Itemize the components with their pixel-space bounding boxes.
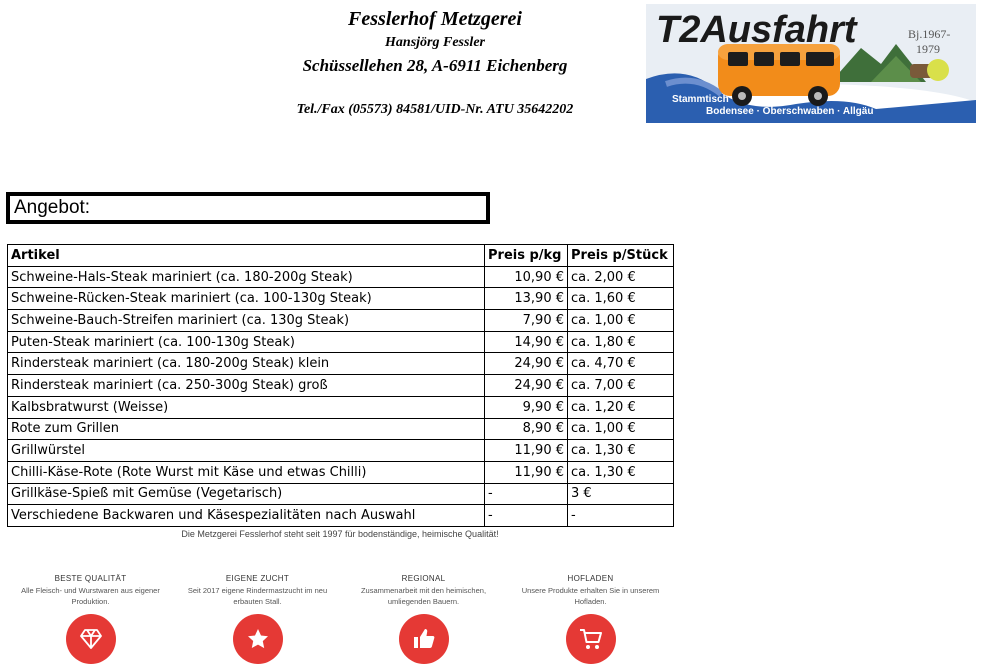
table-row bbox=[8, 440, 674, 462]
shopping-cart-icon bbox=[566, 614, 616, 664]
price-per-piece: ca. 4,70 € bbox=[568, 353, 674, 375]
article-name: Verschiedene Backwaren und Käsespezialitäten nach Auswahl bbox=[8, 505, 485, 527]
price-per-kg: 24,90 € bbox=[485, 353, 568, 375]
article-name: Kalbsbratwurst (Weisse) bbox=[8, 396, 485, 418]
logo-regions: Bodensee · Oberschwaben · Allgäu bbox=[706, 106, 874, 117]
feature-text: Zusammenarbeit mit den heimischen, umliegenden Bauern. bbox=[360, 586, 487, 606]
col-header-price-piece: Preis p/Stück bbox=[568, 245, 674, 267]
feature-title: HOFLADEN bbox=[567, 574, 614, 583]
feature-strip bbox=[8, 574, 678, 666]
feature-text: Alle Fleisch- und Wurstwaren aus eigener Produktion. bbox=[21, 586, 160, 606]
logo-years-1: Bj.1967- bbox=[908, 27, 951, 41]
diamond-icon bbox=[66, 614, 116, 664]
price-per-piece: - bbox=[568, 505, 674, 527]
price-per-kg: 13,90 € bbox=[485, 288, 568, 310]
feature-text: Unsere Produkte erhalten Sie in unserem Hofladen. bbox=[521, 586, 660, 606]
table-row bbox=[8, 353, 674, 375]
price-per-piece: ca. 1,80 € bbox=[568, 331, 674, 353]
thumbs-up-icon bbox=[399, 614, 449, 664]
article-name: Puten-Steak mariniert (ca. 100-130g Steak) bbox=[8, 331, 485, 353]
article-name: Schweine-Rücken-Steak mariniert (ca. 100-130g Steak) bbox=[8, 288, 485, 310]
table-row bbox=[8, 418, 674, 440]
t2-ausfahrt-logo bbox=[646, 4, 976, 123]
logo-years-2: 1979 bbox=[916, 42, 940, 56]
table-row bbox=[8, 331, 674, 353]
company-address: Schüssellehen 28, A-6911 Eichenberg bbox=[302, 56, 568, 75]
article-name: Schweine-Bauch-Streifen mariniert (ca. 130g Steak) bbox=[8, 310, 485, 332]
article-name: Rindersteak mariniert (ca. 180-200g Steak) klein bbox=[8, 353, 485, 375]
article-name: Grillwürstel bbox=[8, 440, 485, 462]
price-table bbox=[7, 244, 674, 527]
price-per-piece: 3 € bbox=[568, 483, 674, 505]
article-name: Schweine-Hals-Steak mariniert (ca. 180-200g Steak) bbox=[8, 266, 485, 288]
owner-name: Hansjörg Fessler bbox=[385, 35, 485, 50]
price-per-kg: - bbox=[485, 505, 568, 527]
feature-quality bbox=[8, 574, 173, 607]
article-name: Rindersteak mariniert (ca. 250-300g Steak) groß bbox=[8, 375, 485, 397]
price-per-kg: 9,90 € bbox=[485, 396, 568, 418]
article-name: Grillkäse-Spieß mit Gemüse (Vegetarisch) bbox=[8, 483, 485, 505]
price-per-piece: ca. 2,00 € bbox=[568, 266, 674, 288]
price-per-kg: 7,90 € bbox=[485, 310, 568, 332]
table-row bbox=[8, 310, 674, 332]
article-name: Rote zum Grillen bbox=[8, 418, 485, 440]
feature-farm-shop bbox=[508, 574, 673, 607]
price-per-piece: ca. 1,60 € bbox=[568, 288, 674, 310]
price-per-piece: ca. 7,00 € bbox=[568, 375, 674, 397]
offer-heading: Angebot: bbox=[6, 192, 490, 224]
price-per-piece: ca. 1,20 € bbox=[568, 396, 674, 418]
contact-line: Tel./Fax (05573) 84581/UID-Nr. ATU 35642202 bbox=[296, 102, 574, 117]
feature-breeding bbox=[175, 574, 340, 607]
feature-title: BESTE QUALITÄT bbox=[54, 574, 127, 583]
feature-title: REGIONAL bbox=[401, 574, 446, 583]
price-per-kg: 8,90 € bbox=[485, 418, 568, 440]
table-row bbox=[8, 483, 674, 505]
quality-note: Die Metzgerei Fesslerhof steht seit 1997 für bodenständige, heimische Qualität! bbox=[181, 529, 499, 539]
table-row bbox=[8, 396, 674, 418]
table-row bbox=[8, 375, 674, 397]
price-per-kg: 14,90 € bbox=[485, 331, 568, 353]
table-row bbox=[8, 461, 674, 483]
table-row bbox=[8, 288, 674, 310]
col-header-price-kg: Preis p/kg bbox=[485, 245, 568, 267]
price-per-piece: ca. 1,30 € bbox=[568, 440, 674, 462]
logo-title: T2Ausfahrt bbox=[656, 9, 857, 51]
feature-text: Seit 2017 eigene Rindermastzucht im neu erbauten Stall. bbox=[187, 586, 328, 606]
price-per-piece: ca. 1,00 € bbox=[568, 418, 674, 440]
logo-subtitle: Stammtisch bbox=[672, 94, 729, 105]
price-per-kg: 11,90 € bbox=[485, 440, 568, 462]
price-per-kg: 10,90 € bbox=[485, 266, 568, 288]
feature-regional bbox=[341, 574, 506, 607]
table-row bbox=[8, 505, 674, 527]
vw-bus-logo-graphic bbox=[646, 4, 976, 123]
price-per-piece: ca. 1,00 € bbox=[568, 310, 674, 332]
star-icon bbox=[233, 614, 283, 664]
price-per-piece: ca. 1,30 € bbox=[568, 461, 674, 483]
article-name: Chilli-Käse-Rote (Rote Wurst mit Käse und etwas Chilli) bbox=[8, 461, 485, 483]
table-row bbox=[8, 266, 674, 288]
letterhead bbox=[240, 6, 630, 120]
table-header-row bbox=[8, 245, 674, 267]
col-header-article: Artikel bbox=[8, 245, 485, 267]
price-per-kg: - bbox=[485, 483, 568, 505]
price-per-kg: 24,90 € bbox=[485, 375, 568, 397]
price-per-kg: 11,90 € bbox=[485, 461, 568, 483]
feature-title: EIGENE ZUCHT bbox=[225, 574, 290, 583]
company-name: Fesslerhof Metzgerei bbox=[348, 8, 522, 30]
